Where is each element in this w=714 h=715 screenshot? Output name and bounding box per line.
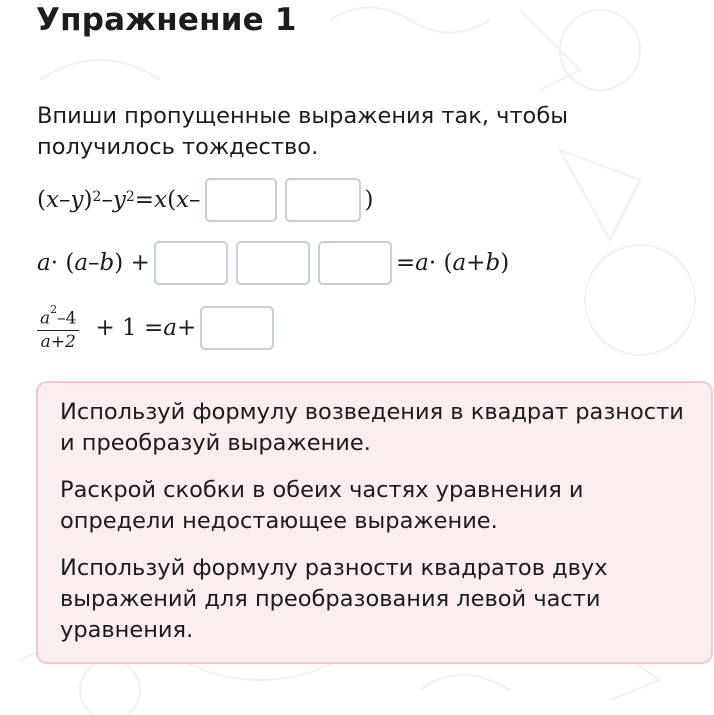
hint-1: Используй формулу возведения в квадрат разности и преобразуй выражение. (60, 399, 684, 456)
eq2-minus: – (88, 250, 100, 276)
eq2-dot-open: · ( (50, 250, 75, 276)
eq1-open-paren: ( (37, 187, 46, 213)
eq1-open-paren-2: ( (167, 187, 177, 213)
eq3-plus-one-equals: + 1 = (95, 315, 164, 341)
exercise-title: Упражнение 1 (36, 2, 297, 38)
eq1-minus: – (58, 187, 71, 213)
eq2-close-plus: ) + (114, 250, 150, 276)
eq1-var-x: x (45, 187, 59, 213)
eq3-num-rest: –4 (57, 308, 77, 329)
eq2-var-a3: a (415, 250, 429, 276)
eq3-num-exponent: 2 (50, 303, 58, 317)
eq1-var-x3: x (176, 187, 190, 213)
eq1-answer-input-1[interactable] (205, 178, 277, 222)
eq1-exponent-2: 2 (125, 189, 135, 205)
eq1-middle-minus: – (101, 187, 113, 213)
eq2-answer-input-3[interactable] (318, 241, 392, 285)
eq3-answer-input[interactable] (200, 306, 274, 350)
task-instruction: Впиши пропущенные выражения так, чтобы получилось тождество. (37, 103, 568, 160)
equation-1 (37, 176, 374, 224)
eq2-answer-input-2[interactable] (236, 241, 310, 285)
eq1-var-x2: x (154, 187, 168, 213)
eq2-var-a: a (37, 250, 51, 276)
eq3-fraction (37, 303, 79, 353)
eq2-equals: = (395, 250, 416, 276)
eq1-close-paren: ) (83, 187, 93, 213)
eq3-numerator (37, 303, 79, 331)
hints-panel (36, 381, 713, 664)
eq3-var-a: a (163, 315, 177, 341)
eq3-denominator: a+2 (40, 331, 76, 352)
eq2-plus: + (466, 250, 486, 276)
equation-3 (37, 304, 278, 352)
eq1-tail-paren: ) (364, 187, 374, 213)
eq1-exponent: 2 (92, 189, 102, 205)
eq2-dot-open-2: · ( (428, 250, 453, 276)
eq2-var-a4: a (452, 250, 467, 276)
eq1-answer-input-2[interactable] (285, 178, 361, 222)
eq1-minus-2: – (189, 187, 201, 213)
eq2-answer-input-1[interactable] (154, 241, 228, 285)
equation-2 (37, 239, 509, 287)
hint-3: Используй формулу разности квадратов двух выражений для преобразования левой части уравнения. (60, 555, 608, 643)
eq2-var-b2: b (485, 250, 501, 276)
eq3-plus: + (177, 315, 197, 341)
eq1-var-y2: y (112, 187, 126, 213)
eq1-var-y: y (70, 187, 84, 213)
eq2-var-a2: a (74, 250, 89, 276)
eq3-num-var-a: a (40, 308, 51, 329)
eq2-var-b: b (99, 250, 115, 276)
eq1-equals: = (134, 187, 155, 213)
eq2-close: ) (500, 250, 510, 276)
hint-2: Раскрой скобки в обеих частях уравнения и определи недостающее выражение. (60, 477, 584, 534)
